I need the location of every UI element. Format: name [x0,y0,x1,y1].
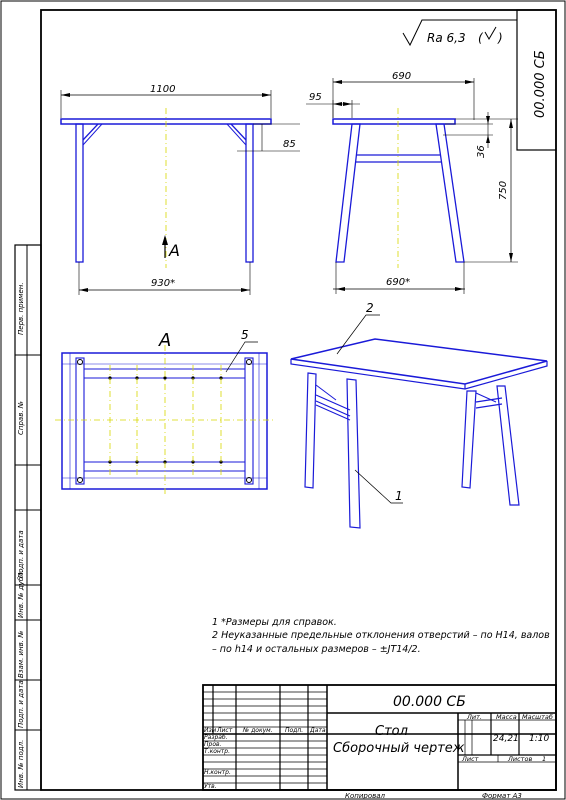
label-sheets: Листов [508,755,533,763]
stamp-designation: 00.000 СБ [533,50,548,118]
note-3: – по h14 и остальных размеров – ±JT14/2. [212,644,421,655]
role-developer: Разраб. [204,734,228,741]
label-scale: Масштаб [522,713,553,721]
dim-front-leg-span: 930* [151,278,176,289]
note-1: 1 *Размеры для справок. [212,617,337,628]
roughness-mark [403,20,517,45]
margin-label-sign-date-1: Подп. и дата [17,530,25,578]
col-header-date: Дата [310,727,326,734]
col-header-doc: № докум. [243,727,273,734]
left-margin-block [15,245,41,790]
dim-side-height: 750 [498,180,509,200]
isometric-view [291,301,547,528]
side-tabletop [333,119,455,124]
front-leg-left [76,124,83,262]
label-lit: Лит. [467,713,482,721]
callout-1: 1 [395,489,403,503]
copied-by-label: Копировал [345,792,385,800]
role-checker: Пров. [204,741,222,748]
title-block [203,685,556,790]
view-a-marker: A [169,241,180,260]
callout-2: 2 [366,301,374,315]
role-tech-control: Т.контр. [204,748,231,755]
side-view [306,71,518,294]
role-approved: Утв. [204,783,217,790]
front-leg-right [246,124,253,262]
dim-side-bottom: 690* [386,277,411,288]
roughness-bracket-close: ) [498,31,503,45]
col-header-sheet: Лист [217,727,233,734]
title-designation: 00.000 СБ [393,694,466,710]
roughness-check-icon [485,27,496,39]
side-leg-right [436,124,464,262]
title-doc-type: Сборочный чертеж [333,741,465,756]
col-header-change: Изм [204,727,217,734]
roughness-bracket-open: ( [478,31,483,45]
dim-side-top: 690 [392,71,412,82]
callout-5: 5 [241,328,249,342]
mass-value: 24,21 [493,734,519,744]
col-header-sign: Подп. [285,727,304,734]
side-leg-left [336,124,360,262]
margin-label-replace-inv: Взам. инв. № [17,630,25,678]
view-a-outline [62,353,267,489]
dim-side-overhang: 95 [309,92,322,103]
dim-front-apron: 85 [283,139,296,150]
view-a-title: A [159,330,172,351]
margin-label-ref-no: Справ. № [17,400,25,435]
label-mass: Масса [496,713,517,721]
margin-label-dup-inv: Инв. № дубл. [17,570,25,618]
sheet-edge [1,1,565,799]
roughness-value: Ra 6,3 [427,31,466,45]
technical-notes [212,617,550,655]
rotated-stamp [517,10,556,150]
format-label: Формат А3 [482,792,522,800]
sheets-value: 1 [542,755,547,763]
margin-label-sign-date-2: Подп. и дата [17,680,25,728]
title-name: Стол [375,724,408,739]
margin-label-orig-inv: Инв. № подл. [17,739,25,788]
role-norm-control: Н.контр. [204,769,231,776]
label-sheet: Лист [462,755,479,763]
note-2: 2 Неуказанные предельные отклонения отверстий – по H14, валов [212,630,550,641]
drawing-frame [41,10,556,790]
dim-side-gap: 36 [476,145,487,158]
margin-label-first-use: Перв. примен. [17,282,25,335]
dim-front-width: 1100 [150,84,176,95]
view-a [55,328,275,497]
front-view [61,84,300,295]
scale-value: 1:10 [529,734,550,744]
